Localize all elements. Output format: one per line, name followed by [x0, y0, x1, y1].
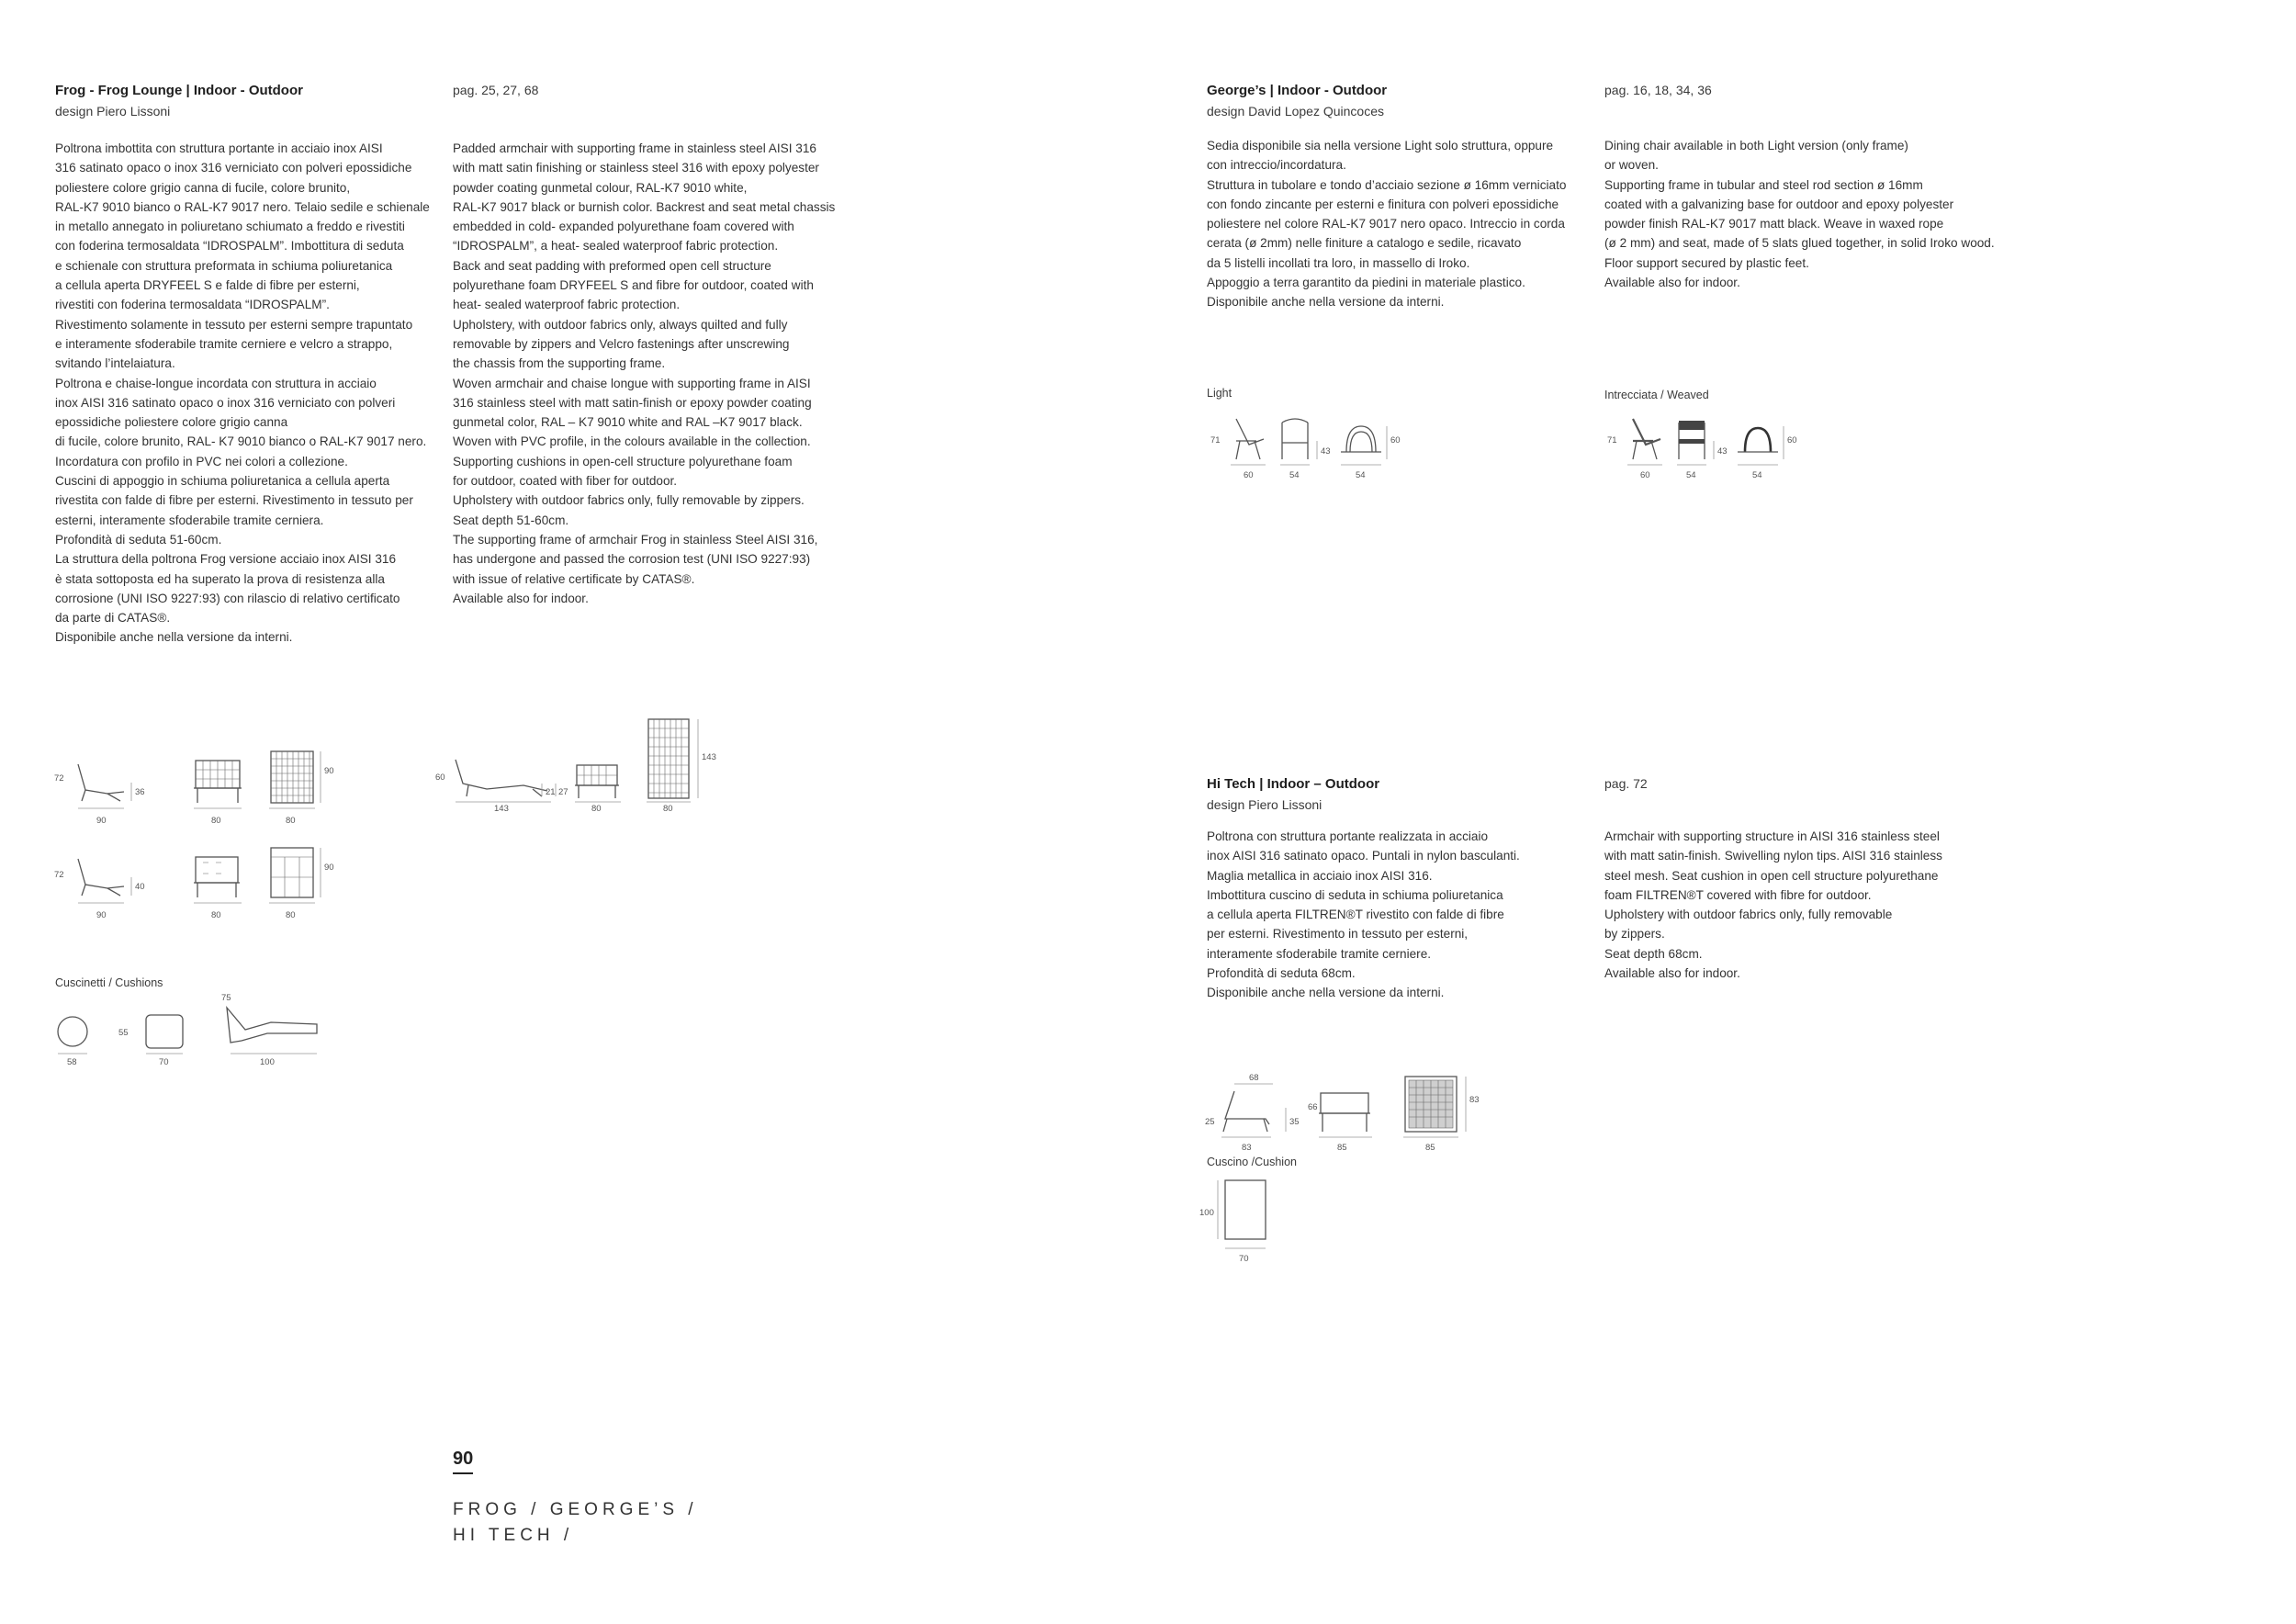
text-line: inox AISI 316 satinato opaco o inox 316 verniciato con polveri	[55, 395, 396, 410]
frog-cushions-drawings	[51, 987, 344, 1079]
dim-label: 43	[1321, 446, 1331, 457]
hitech-description-en	[1604, 827, 1942, 983]
text-line: corrosione (UNI ISO 9227:93) con rilascio di relativo certificato	[55, 591, 400, 605]
text-line: with matt satin finishing or stainless steel 316 with epoxy polyester	[453, 161, 819, 175]
dim-label: 72	[54, 773, 64, 784]
dim-label: 55	[118, 1028, 129, 1038]
dim-label: 54	[1289, 470, 1300, 480]
hitech-description-it	[1207, 827, 1520, 1003]
dim-label: 143	[702, 752, 716, 762]
text-line: “IDROSPALM”, a heat- sealed waterproof fabric protection.	[453, 239, 779, 254]
frog-lounge-top-view	[647, 719, 691, 802]
text-line: interamente sfoderabile tramite cerniere.	[1207, 946, 1432, 961]
georges-light-front-view	[1280, 419, 1310, 465]
georges-title: George’s | Indoor - Outdoor	[1207, 83, 1388, 98]
dim-label: 60	[1244, 470, 1254, 480]
text-line: svitando l’intelaiatura.	[55, 356, 175, 371]
georges-weaved-drawings	[1600, 412, 1811, 485]
text-line: con foderina termosaldata “IDROSPALM”. Imbottitura di seduta	[55, 239, 404, 254]
hitech-designer: design Piero Lissoni	[1207, 797, 1322, 812]
text-line: Sedia disponibile sia nella versione Light solo struttura, oppure	[1207, 139, 1554, 152]
dim-label: 80	[211, 910, 221, 920]
weave-band	[1679, 421, 1705, 430]
text-line: Armchair with supporting structure in AISI 316 stainless steel	[1604, 829, 1940, 843]
hitech-cushion-drawing	[1199, 1171, 1310, 1272]
dim-label: 143	[494, 804, 509, 814]
frog-description-it	[55, 139, 430, 648]
georges-description-en	[1604, 136, 1995, 292]
text-line: di fucile, colore brunito, RAL- K7 9010 bianco o RAL-K7 9017 nero.	[55, 434, 427, 449]
text-line: Available also for indoor.	[1604, 276, 1740, 290]
dim-label: 80	[286, 910, 296, 920]
text-line: Padded armchair with supporting frame in stainless steel AISI 316	[453, 141, 816, 155]
frog-woven-front-view	[194, 857, 242, 903]
text-line: Dining chair available in both Light version (only frame)	[1604, 139, 1908, 152]
frog-padded-drawings	[51, 744, 354, 836]
text-line: Seat depth 68cm.	[1604, 946, 1703, 961]
text-line: Upholstery with outdoor fabrics only, fully removable by zippers.	[453, 493, 805, 508]
georges-description-it	[1207, 136, 1566, 312]
text-line: Available also for indoor.	[453, 591, 589, 605]
text-line: Disponibile anche nella versione da interni.	[55, 630, 293, 645]
dim-label: 25	[1205, 1117, 1215, 1127]
text-line: The supporting frame of armchair Frog in stainless Steel AISI 316,	[453, 532, 818, 547]
text-line: esterni, interamente sfoderabile tramite cerniera.	[55, 513, 324, 527]
text-line: Appoggio a terra garantito da piedini in materiale plastico.	[1207, 276, 1525, 290]
text-line: Disponibile anche nella versione da interni.	[1207, 295, 1445, 310]
frog-designer: design Piero Lissoni	[55, 104, 171, 118]
text-line: Poltrona imbottita con struttura portante in acciaio inox AISI	[55, 141, 383, 155]
text-line: polyurethane foam DRYFEEL S and fibre for outdoor, coated with	[453, 278, 814, 293]
dim-label: 54	[1752, 470, 1762, 480]
hitech-front-view	[1319, 1093, 1372, 1137]
text-line: e schienale con struttura preformata in schiuma poliuretanica	[55, 258, 393, 273]
dim-label: 100	[1199, 1208, 1214, 1218]
text-line: Rivestimento solamente in tessuto per esterni sempre trapuntato	[55, 317, 413, 332]
text-line: (ø 2 mm) and seat, made of 5 slats glued together, in solid Iroko wood.	[1604, 236, 1995, 251]
dim-label: 85	[1425, 1143, 1435, 1153]
text-line: Profondità di seduta 68cm.	[1207, 966, 1356, 981]
frog-woven-drawings	[51, 840, 354, 932]
frog-woven-side-view	[78, 859, 124, 903]
dim-label: 70	[159, 1057, 169, 1067]
text-line: powder coating gunmetal colour, RAL-K7 9010 white,	[453, 180, 748, 195]
text-line: è stata sottoposta ed ha superato la prova di resistenza alla	[55, 571, 385, 586]
cushions-label: Cuscinetti / Cushions	[55, 976, 163, 989]
frog-title: Frog - Frog Lounge | Indoor - Outdoor	[55, 83, 303, 98]
dim-label: 75	[221, 993, 231, 1003]
dim-label: 80	[663, 804, 673, 814]
text-line: epossidiche poliestere colore grigio canna	[55, 415, 288, 430]
text-line: for outdoor, coated with fiber for outdoor.	[453, 474, 678, 489]
text-line: coated with a galvanizing base for outdoor and epoxy polyester	[1604, 197, 1954, 211]
text-line: Maglia metallica in acciaio inox AISI 316.	[1207, 868, 1433, 883]
georges-designer: design David Lopez Quincoces	[1207, 104, 1385, 118]
georges-light-side-view	[1231, 419, 1266, 465]
dim-label: 60	[435, 773, 445, 783]
dim-label: 21	[546, 787, 556, 797]
georges-weaved-back-view	[1738, 428, 1778, 465]
text-line: Upholstery with outdoor fabrics only, fully removable	[1604, 908, 1893, 922]
dim-label: 40	[135, 882, 145, 892]
georges-weaved-label: Intrecciata / Weaved	[1604, 389, 1709, 401]
text-line: da 5 listelli incollati tra loro, in massello di Iroko.	[1207, 255, 1470, 270]
text-line: rivestiti con foderina termosaldata “IDROSPALM”.	[55, 298, 330, 312]
text-line: Poltrona e chaise-longue incordata con struttura in acciaio	[55, 376, 377, 390]
dim-label: 90	[324, 863, 334, 873]
cushion-rect	[1225, 1180, 1266, 1239]
georges-weaved-front-view	[1677, 421, 1706, 465]
georges-light-back-view	[1341, 426, 1381, 465]
square-cushion	[146, 1015, 183, 1048]
section-title	[453, 1497, 698, 1549]
text-line: Disponibile anche nella versione da interni.	[1207, 986, 1445, 1000]
hitech-top-view	[1403, 1077, 1458, 1137]
dim-label: 35	[1289, 1117, 1300, 1127]
frog-padded-back-view	[269, 751, 315, 808]
text-line: Imbottitura cuscino di seduta in schiuma poliuretanica	[1207, 887, 1503, 902]
frog-woven-back-view	[269, 848, 315, 903]
text-line: removable by zippers and Velcro fastenings after unscrewing	[453, 336, 790, 351]
dim-label: 60	[1787, 435, 1797, 445]
text-line: rivestita con falde di fibre per esterni. Rivestimento in tessuto per	[55, 493, 413, 508]
text-line: in metallo annegato in poliuretano schiumato a freddo e rivestiti	[55, 220, 405, 234]
dim-label: 85	[1337, 1143, 1347, 1153]
text-line: with issue of relative certificate by CATAS®.	[453, 571, 695, 586]
text-line: the chassis from the supporting frame.	[453, 356, 666, 371]
dim-label: 70	[1239, 1254, 1249, 1264]
dim-label: 60	[1640, 470, 1650, 480]
text-line: Available also for indoor.	[1604, 966, 1740, 981]
text-line: e interamente sfoderabile tramite cerniere e velcro a strappo,	[55, 336, 393, 351]
georges-pages: pag. 16, 18, 34, 36	[1604, 83, 1712, 97]
georges-weaved-side-view	[1627, 419, 1662, 465]
section-title-line: HI TECH /	[453, 1526, 574, 1545]
text-line: per esterni. Rivestimento in tessuto per esterni,	[1207, 927, 1469, 942]
seat-band	[1679, 439, 1705, 444]
dim-label: 90	[96, 816, 107, 826]
dim-label: 100	[260, 1057, 275, 1067]
text-line: Incordatura con profilo in PVC nei colori a collezione.	[55, 454, 348, 468]
text-line: a cellula aperta DRYFEEL S e falde di fibre per esterni,	[55, 278, 360, 293]
georges-light-label: Light	[1207, 387, 1232, 400]
georges-light-drawings	[1203, 412, 1414, 485]
hitech-pages: pag. 72	[1604, 776, 1648, 791]
dim-label: 83	[1469, 1095, 1480, 1105]
frog-padded-front-view	[194, 761, 242, 808]
text-line: da parte di CATAS®.	[55, 611, 171, 626]
text-line: Upholstery, with outdoor fabrics only, always quilted and fully	[453, 317, 788, 332]
dim-label: 80	[211, 816, 221, 826]
text-line: Poltrona con struttura portante realizzata in acciaio	[1207, 829, 1489, 843]
text-line: con intreccio/incordatura.	[1207, 158, 1346, 173]
dim-label: 68	[1249, 1073, 1259, 1083]
dim-label: 80	[591, 804, 602, 814]
dim-label: 27	[558, 787, 568, 797]
text-line: RAL-K7 9010 bianco o RAL-K7 9017 nero. Telaio sedile e schienale	[55, 199, 430, 214]
text-line: con fondo zincante per esterni e finitura con polveri epossidiche	[1207, 197, 1559, 211]
text-line: inox AISI 316 satinato opaco. Puntali in nylon basculanti.	[1207, 849, 1520, 863]
hitech-cushion-label: Cuscino /Cushion	[1207, 1156, 1297, 1168]
text-line: or woven.	[1604, 158, 1659, 173]
text-line: heat- sealed waterproof fabric protection.	[453, 298, 681, 312]
text-line: with matt satin-finish. Swivelling nylon tips. AISI 316 stainless	[1604, 849, 1942, 863]
frog-lounge-drawings	[432, 712, 735, 822]
frog-lounge-side-view	[456, 760, 551, 802]
dim-label: 60	[1390, 435, 1401, 445]
text-line: La struttura della poltrona Frog versione acciaio inox AISI 316	[55, 552, 397, 567]
hitech-drawings	[1201, 1066, 1495, 1157]
frog-description-en	[453, 139, 835, 608]
dim-label: 36	[135, 787, 145, 797]
text-line: powder finish RAL-K7 9017 matt black. Weave in waxed rope	[1604, 217, 1944, 231]
text-line: Floor support secured by plastic feet.	[1604, 255, 1809, 270]
text-line: foam FILTREN®T covered with fibre for outdoor.	[1604, 887, 1872, 902]
dim-label: 54	[1686, 470, 1696, 480]
text-line: Seat depth 51-60cm.	[453, 513, 569, 527]
text-line: Supporting frame in tubular and steel rod section ø 16mm	[1604, 177, 1923, 192]
text-line: gunmetal color, RAL – K7 9010 white and RAL –K7 9017 black.	[453, 415, 803, 430]
page-number: 90	[453, 1449, 474, 1469]
text-line: Woven armchair and chaise longue with supporting frame in AISI	[453, 376, 811, 390]
dim-label: 66	[1308, 1102, 1318, 1112]
frog-padded-side-view	[78, 764, 124, 808]
text-line: Supporting cushions in open-cell structure polyurethane foam	[453, 454, 793, 468]
text-line: Woven with PVC profile, in the colours available in the collection.	[453, 434, 811, 449]
dim-label: 58	[67, 1057, 77, 1067]
text-line: has undergone and passed the corrosion test (UNI ISO 9227:93)	[453, 552, 811, 567]
text-line: by zippers.	[1604, 927, 1665, 942]
text-line: Profondità di seduta 51-60cm.	[55, 532, 222, 547]
page-number-underline	[453, 1472, 473, 1474]
text-line: RAL-K7 9017 black or burnish color. Backrest and seat metal chassis	[453, 199, 836, 214]
dim-label: 71	[1607, 435, 1617, 445]
section-title-line: FROG / GEORGE’S /	[453, 1500, 698, 1519]
hitech-title: Hi Tech | Indoor – Outdoor	[1207, 776, 1380, 792]
dim-label: 90	[324, 766, 334, 776]
text-line: 316 satinato opaco o inox 316 verniciato con polveri epossidiche	[55, 161, 412, 175]
lounge-cushion	[227, 1008, 317, 1043]
dim-label: 83	[1242, 1143, 1252, 1153]
text-line: steel mesh. Seat cushion in open cell structure polyurethane	[1604, 868, 1939, 883]
dim-label: 43	[1717, 446, 1728, 457]
dim-label: 71	[1210, 435, 1221, 445]
text-line: a cellula aperta FILTREN®T rivestito con falde di fibre	[1207, 908, 1504, 922]
dim-label: 54	[1356, 470, 1366, 480]
frog-pages: pag. 25, 27, 68	[453, 83, 539, 97]
dim-label: 72	[54, 870, 64, 880]
text-line: poliestere colore grigio canna di fucile, colore brunito,	[55, 180, 351, 195]
text-line: Struttura in tubolare e tondo d’acciaio sezione ø 16mm verniciato	[1207, 177, 1567, 192]
text-line: Back and seat padding with preformed open cell structure	[453, 258, 771, 273]
frog-lounge-front-view	[575, 765, 621, 802]
text-line: poliestere nel colore RAL-K7 9017 nero opaco. Intreccio in corda	[1207, 217, 1565, 231]
text-line: embedded in cold- expanded polyurethane foam covered with	[453, 220, 794, 234]
dim-label: 90	[96, 910, 107, 920]
text-line: 316 stainless steel with matt satin-finish or epoxy powder coating	[453, 395, 812, 410]
text-line: cerata (ø 2mm) nelle finiture a catalogo e sedile, ricavato	[1207, 236, 1522, 251]
round-cushion	[58, 1017, 87, 1046]
hitech-side-view	[1221, 1091, 1271, 1137]
dim-label: 80	[286, 816, 296, 826]
text-line: Cuscini di appoggio in schiuma poliuretanica a cellula aperta	[55, 474, 390, 489]
